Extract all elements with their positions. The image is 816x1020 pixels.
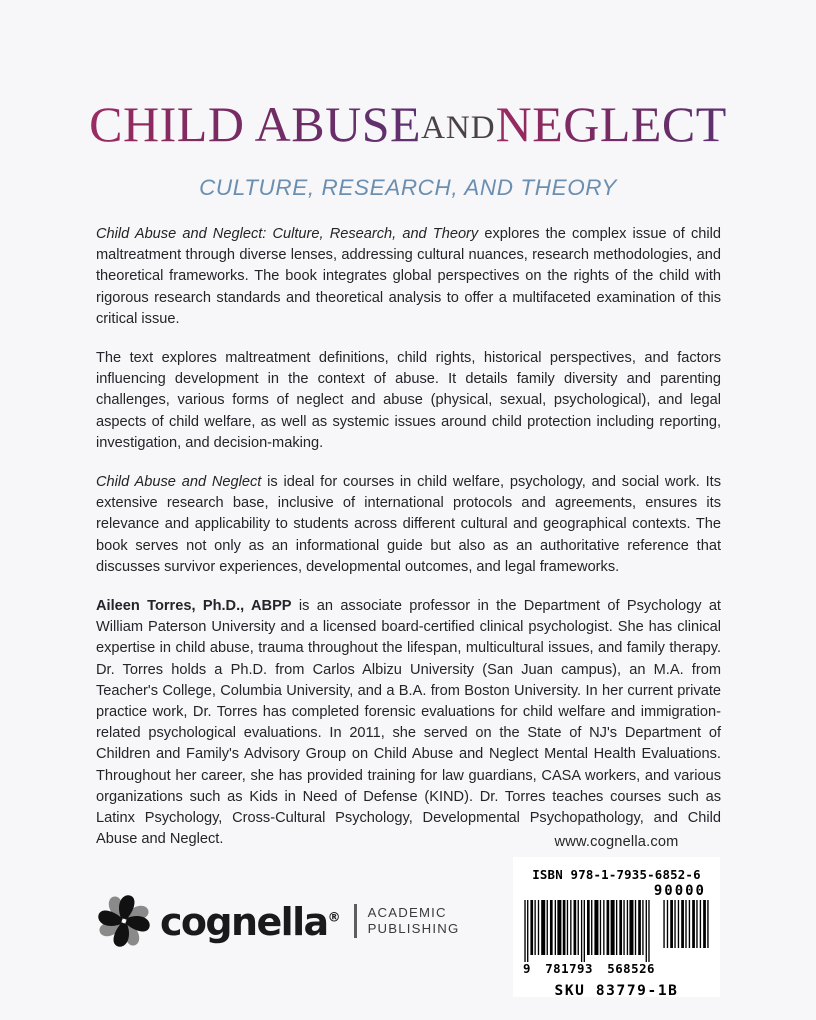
publisher-wordmark bbox=[160, 900, 341, 944]
isbn-label: ISBN 978-1-7935-6852-6 bbox=[532, 867, 701, 882]
page-title bbox=[0, 98, 816, 151]
author-bio-paragraph bbox=[96, 596, 721, 850]
publisher-logo bbox=[96, 893, 459, 949]
description-p3-rest: is ideal for courses in child welfare, psychology, and social work. Its extensive research base, inclusive of international protocols and agreements, ensures its relevance and applicability to students across different cultural and geographical contexts. The book serves not only as an informational guide but also as an authoritative reference that discusses survivor experiences, developmental outcomes, and legal frameworks. bbox=[96, 474, 722, 575]
back-cover-copy bbox=[96, 224, 721, 850]
description-p1-rest: explores the complex issue of child maltreatment through diverse lenses, addressing cultural nuances, research methodologies, and theoretical frameworks. The book integrates global perspectives on the rights of the child with rigorous research standards and theoretical analysis to offer a multifaceted examination of this critical issue. bbox=[96, 226, 721, 327]
ean-group-1: 781793 bbox=[545, 961, 593, 976]
ean5-addon-bars bbox=[662, 900, 710, 948]
ean-lead-digit: 9 bbox=[523, 961, 531, 976]
publisher-tagline bbox=[368, 905, 460, 937]
description-paragraph-2: The text explores maltreatment definitions, child rights, historical perspectives, and factors influencing development in the context of abuse. It details family diversity and parenting challenges, various forms of neglect and abuse (physical, sexual, psychological), and legal aspects of child welfare, as well as systemic issues around child protection including reporting, investigation, and decision-making. bbox=[96, 350, 721, 451]
sku-label: SKU 83779-1B bbox=[554, 983, 679, 999]
title-conjunction: AND bbox=[421, 110, 496, 146]
publisher-name: cognella bbox=[160, 900, 328, 944]
description-p1-italic-lead: Child Abuse and Neglect: Culture, Research, and Theory bbox=[96, 226, 479, 242]
ean13-digits bbox=[523, 961, 655, 976]
ean13-bars bbox=[523, 900, 651, 962]
registered-trademark-icon: ® bbox=[327, 910, 341, 926]
description-paragraph-3 bbox=[96, 472, 721, 578]
barcode-bars-row bbox=[523, 900, 710, 962]
publisher-website[interactable]: www.cognella.com bbox=[554, 834, 679, 850]
publisher-tagline-line-1: ACADEMIC bbox=[367, 905, 447, 920]
barcode-addon-value: 90000 bbox=[653, 883, 706, 899]
ean-group-2: 568526 bbox=[607, 961, 655, 976]
author-bio-text: is an associate professor in the Department of Psychology at William Paterson University and a licensed board-certified clinical psychologist. She has clinical expertise in child abuse, trauma throughout the lifespan, multicultural issues, and family therapy. Dr. Torres holds a Ph.D. from Carlos Albizu University (San Juan campus), an M.A. from Teacher's College, Columbia University, and a B.A. from Boston University. In her current private practice work, Dr. Torres has completed forensic evaluations for child welfare and immigration-related psychological evaluations. In 2011, she served on the State of NJ's Department of Children and Family's Advisory Group on Child Abuse and Neglect Mental Health Evaluations. Throughout her career, she has provided training for law guardians, CASA workers, and various organizations such as Kids in Need of Defense (KIND). Dr. Torres teaches courses such as Latinx Psychology, Cross-Cultural Psychology, Developmental Psychopathology, and Child Abuse and Neglect. bbox=[96, 598, 721, 848]
title-block bbox=[0, 98, 816, 201]
pinwheel-flower-icon bbox=[96, 893, 152, 949]
description-paragraph-1 bbox=[96, 224, 721, 330]
barcode-block bbox=[513, 857, 720, 997]
publisher-tagline-line-2: PUBLISHING bbox=[367, 921, 460, 936]
description-p3-italic-lead: Child Abuse and Neglect bbox=[96, 474, 262, 491]
author-name: Aileen Torres, Ph.D., ABPP bbox=[96, 598, 292, 615]
book-subtitle: CULTURE, RESEARCH, AND THEORY bbox=[199, 174, 617, 200]
title-part-two: NEGLECT bbox=[495, 96, 727, 152]
logo-divider bbox=[354, 904, 357, 938]
title-part-one: CHILD ABUSE bbox=[89, 96, 422, 152]
